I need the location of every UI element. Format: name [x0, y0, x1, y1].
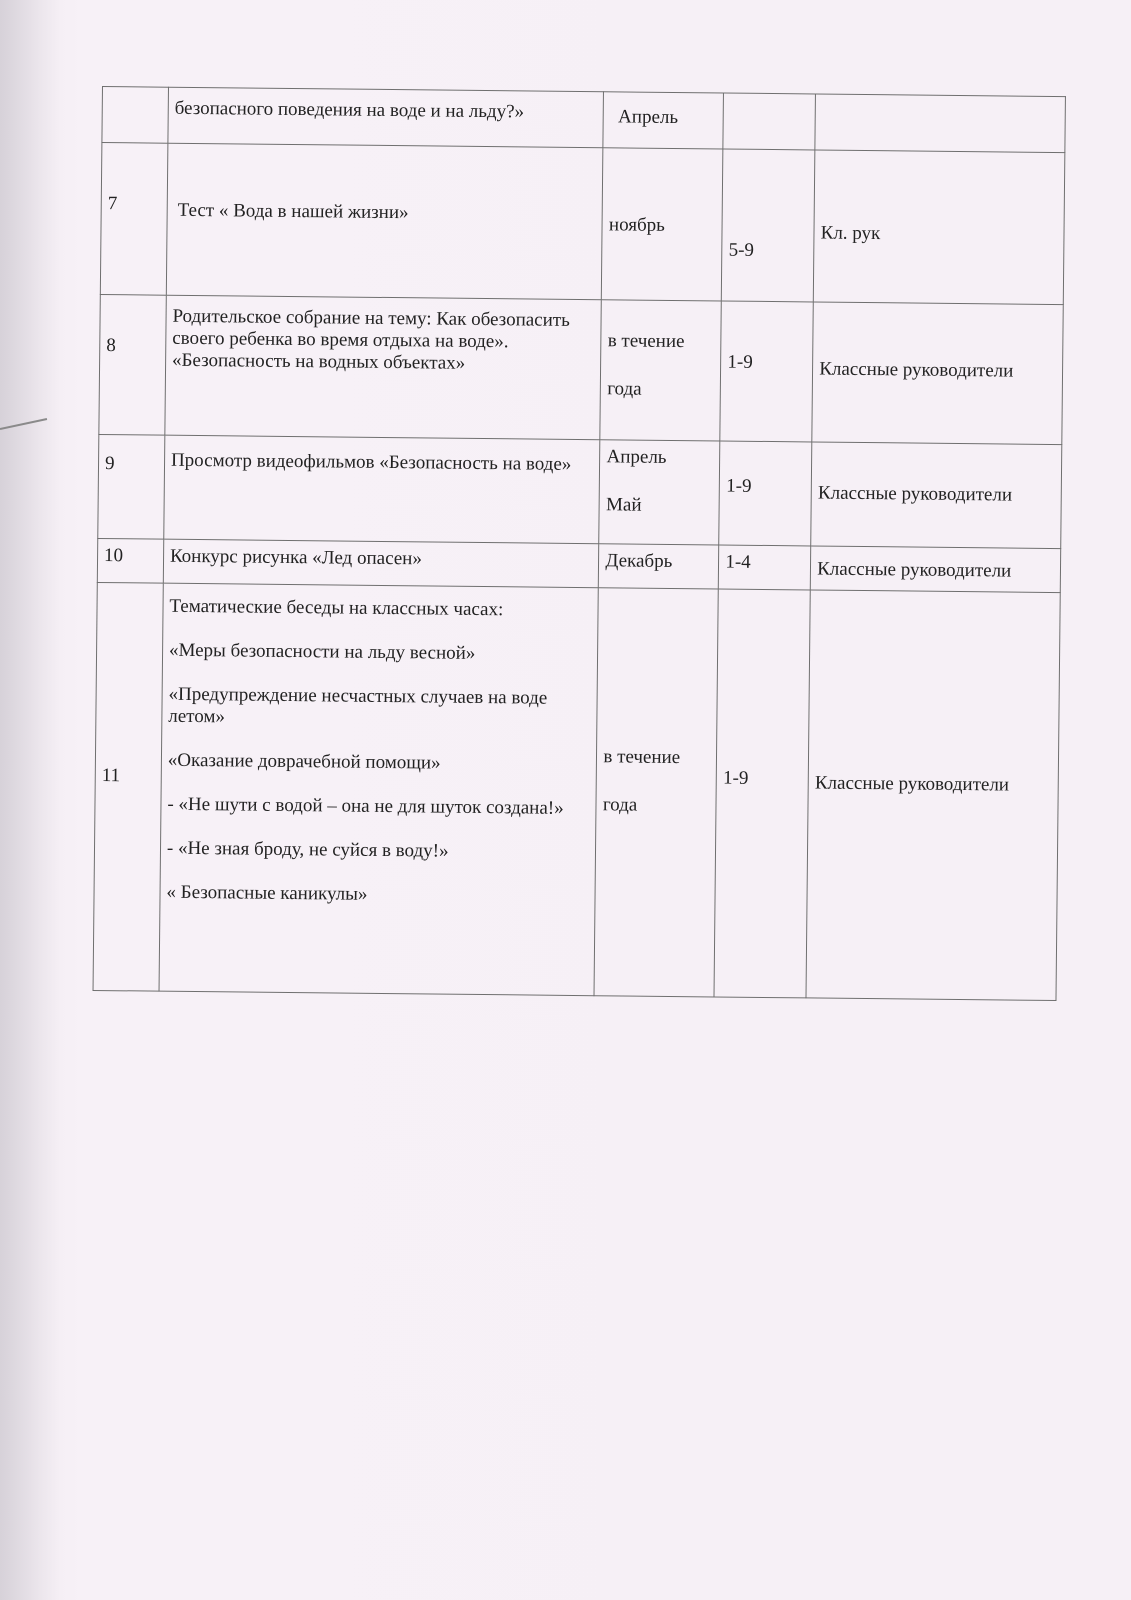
table-row — [93, 582, 1060, 1000]
event-line: « Безопасные каникулы» — [166, 881, 368, 905]
cell-date — [602, 148, 724, 301]
cell-classes: 1-9 — [714, 589, 810, 998]
cell-event: безопасного поведения на воде и на льду?» — [168, 87, 604, 148]
table-row — [100, 143, 1065, 305]
date-line: Май — [605, 494, 642, 516]
date-line: в течение — [607, 330, 685, 353]
cell-classes: 1-9 — [720, 301, 813, 442]
cell-event — [159, 583, 599, 996]
cell-classes: 1-4 — [719, 545, 811, 590]
event-line: «Предупреждение несчастных случаев на воде летом» — [168, 683, 548, 728]
table-row — [98, 434, 1062, 548]
cell-date — [599, 440, 720, 545]
cell-classes — [723, 93, 815, 150]
cell-number — [102, 87, 169, 144]
page-edge-shadow — [0, 0, 60, 1600]
cell-responsible: Классные руководители — [811, 442, 1062, 549]
cell-responsible: Кл. рук — [813, 150, 1064, 305]
event-line: - «Не зная броду, не суйся в воду!» — [166, 837, 449, 862]
events-table — [93, 86, 1066, 1001]
cell-date — [603, 92, 724, 149]
cell-responsible: Классные руководители — [810, 546, 1060, 593]
date-line: года — [602, 794, 638, 816]
date-line: Апрель — [606, 446, 667, 468]
table-row — [99, 294, 1063, 444]
cell-number: 9 — [98, 434, 165, 539]
date-line: ноябрь — [608, 214, 665, 236]
cell-event: Конкурс рисунка «Лед опасен» — [163, 539, 599, 588]
cell-number: 8 — [99, 294, 166, 435]
cell-date — [594, 588, 718, 997]
cell-responsible: Классные руководители — [812, 302, 1063, 445]
event-line: «Меры безопасности на льду весной» — [168, 639, 476, 664]
cell-responsible — [815, 94, 1065, 153]
date-line: Декабрь — [605, 550, 673, 572]
cell-event: Просмотр видеофильмов «Безопасность на воде» — [164, 435, 601, 544]
date-line: в течение — [603, 746, 681, 769]
cell-classes: 5-9 — [722, 149, 815, 302]
cell-event: Родительское собрание на тему: Как обезопасить своего ребенка во время отдыха на воде». «Безопасность на водных объектах» — [165, 295, 602, 440]
date-line: года — [607, 378, 642, 400]
cell-number: 10 — [97, 538, 163, 583]
cell-number: 11 — [93, 582, 163, 991]
table-row — [102, 87, 1066, 153]
event-line: Тематические беседы на классных часах: — [169, 595, 504, 621]
date-line: Апрель — [618, 106, 679, 129]
event-line: - «Не шути с водой – она не для шуток создана!» — [167, 793, 564, 819]
cell-classes: 1-9 — [719, 441, 812, 546]
cell-number: 7 — [100, 143, 168, 296]
event-line: «Оказание доврачебной помощи» — [167, 749, 441, 774]
cell-date — [600, 300, 721, 441]
cell-event: Тест « Вода в нашей жизни» — [166, 143, 603, 300]
cell-responsible: Классные руководители — [806, 590, 1060, 1001]
cell-date — [599, 544, 719, 589]
